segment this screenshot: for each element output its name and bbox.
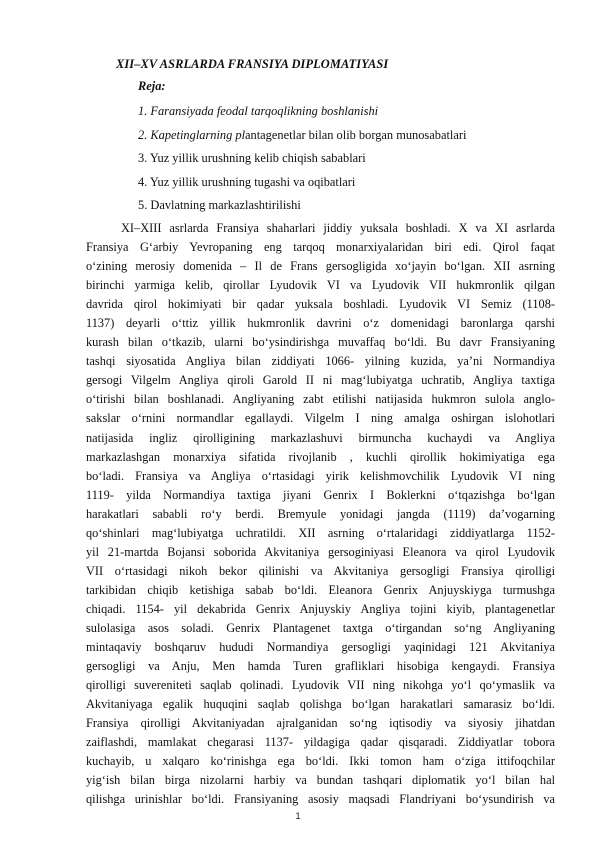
paragraph-line: sulolasiga asos soladi. Genrix Plantagenet taxtga o‘tirgandan so‘ng Angliyaning bbox=[86, 620, 555, 635]
page-number: 1 bbox=[295, 811, 301, 822]
plan-item bbox=[138, 124, 466, 148]
document-title: XII–XV ASRLARDA FRANSIYA DIPLOMATIYASI bbox=[116, 57, 389, 71]
paragraph-line: o‘tirishi bilan boshlanadi. Angliyaning zabt etilishi natijasida hukmron sulola anglo- bbox=[86, 392, 555, 407]
body-paragraph bbox=[86, 219, 555, 809]
paragraph-line: qirolligi suvereniteti saqlab qolinadi. Lyudovik VII ning nikohga yo‘l qo‘ymaslik va bbox=[86, 678, 555, 693]
paragraph-line: 1119- yilda Normandiya taxtiga jiyani Genrix I Boklerkni o‘tqazishga bo‘lgan bbox=[86, 487, 555, 502]
paragraph-line: zaiflashdi, mamlakat chegarasi 1137- yildagiga qadar qisqaradi. Ziddiyatlar tobora bbox=[86, 735, 555, 750]
paragraph-line: bo‘ladi. Fransiya va Angliya o‘rtasidagi yirik kelishmovchilik Lyudovik VI ning bbox=[86, 468, 555, 483]
paragraph-line: gersogi Vilgelm Angliya qiroli Garold II ni mag‘lubiyatga uchratib, Angliya taxtiga bbox=[86, 373, 555, 388]
paragraph-line: sakslar o‘rnini normandlar egallaydi. Vilgelm I ning amalga oshirgan islohotlari bbox=[86, 411, 555, 426]
plan-item-text: 4. Yuz yillik urushning tugashi va oqibatlari bbox=[138, 174, 356, 189]
plan-item-text: antagenetlar bilan olib borgan munosabatlari bbox=[245, 127, 467, 142]
paragraph-line: kurash bilan o‘tkazib, ularni bo‘ysindirishga muvaffaq bo‘ldi. Bu davr Fransiyaning bbox=[86, 335, 555, 350]
paragraph-line: kuchayib, u xalqaro ko‘rinishga ega bo‘ldi. Ikki tomon ham o‘ziga ittifoqchilar bbox=[86, 754, 555, 769]
plan-item-text: 5. Davlatning markazlashtirilishi bbox=[138, 198, 301, 213]
paragraph-line: chiqadi. 1154- yil dekabrida Genrix Anjuyskiy Angliya tojini kiyib, plantagenetlar bbox=[86, 601, 555, 616]
plan-item bbox=[138, 171, 466, 195]
paragraph-line: Fransiya qirolligi Akvitaniyadan ajralganidan so‘ng iqtisodiy va siyosiy jihatdan bbox=[86, 716, 555, 731]
paragraph-line: qilishga urinishlar bo‘ldi. Fransiyaning asosiy maqsadi Flandriyani bo‘ysundirish va bbox=[86, 792, 555, 807]
plan-item bbox=[138, 147, 466, 171]
plan-item-italic: 2. Kapetinglarning pl bbox=[138, 127, 246, 142]
paragraph-line: mintaqaviy boshqaruv hududi Normandiya gersogligi yaqinidagi 121 Akvitaniya bbox=[86, 640, 555, 655]
paragraph-line: davrida qirol hokimiyati bir qadar yuksala boshladi. Lyudovik VI Semiz (1108- bbox=[86, 297, 555, 312]
paragraph-line: o‘zining merosiy domenida – Il de Frans gersogligida xo‘jayin bo‘lgan. XII asrning bbox=[86, 259, 555, 274]
paragraph-line: qo‘shinlari mag‘lubiyatga uchratildi. XII asrning o‘rtalaridagi ziddiyatlarga 1152- bbox=[86, 525, 555, 540]
paragraph-line: markazlashgan monarxiya sifatida rivojlanib , kuchli qirollik hokimiyatiga ega bbox=[86, 449, 555, 464]
plan-item bbox=[138, 100, 466, 124]
paragraph-line: gersogligi va Anju, Men hamda Turen grafliklari hisobiga kengaydi. Fransiya bbox=[86, 659, 555, 674]
paragraph-line: natijasida ingliz qirolligining markazlashuvi birmuncha kuchaydi va Angliya bbox=[86, 430, 555, 445]
paragraph-line: 1137) deyarli o‘ttiz yillik hukmronlik davrini o‘z domenidagi baronlarga qarshi bbox=[86, 316, 555, 331]
paragraph-line: yig‘ish bilan birga nizolarni harbiy va bundan tashqari diplomatik yo‘l bilan hal bbox=[86, 773, 555, 788]
paragraph-line: birinchi yarmiga kelib, qirollar Lyudovik VI va Lyudovik VII hukmronlik qilgan bbox=[86, 278, 555, 293]
paragraph-line: tarkibidan chiqib ketishiga sabab bo‘ldi. Eleanora Genrix Anjuyskiyga turmushga bbox=[86, 582, 555, 597]
paragraph-line: XI–XIII asrlarda Fransiya shaharlari jiddiy yuksala boshladi. X va XI asrlarda bbox=[121, 221, 555, 235]
plan-item bbox=[138, 194, 466, 218]
plan-list bbox=[138, 100, 466, 218]
paragraph-line: Akvitaniyaga egalik huquqini saqlab qolishga bo‘lgan harakatlari samarasiz bo‘ldi. bbox=[86, 697, 555, 712]
paragraph-line: VII o‘rtasidagi nikoh bekor qilinishi va Akvitaniya gersogligi Fransiya qirolligi bbox=[86, 563, 555, 578]
paragraph-line: Fransiya G‘arbiy Yevropaning eng tarqoq monarxiyalaridan biri edi. Qirol faqat bbox=[86, 240, 555, 255]
paragraph-line: harakatlari sababli ro‘y berdi. Bremyule yonidagi jangda (1119) da’vogarning bbox=[86, 506, 555, 521]
plan-item-italic: 1. Faransiyada feodal tarqoqlikning boshlanishi bbox=[138, 104, 379, 118]
paragraph-line: tashqi siyosatida Angliya bilan ziddiyati 1066- yilning kuzida, ya’ni Normandiya bbox=[86, 354, 555, 369]
paragraph-line: yil 21-martda Bojansi soborida Akvitaniya gersoginiyasi Eleanora va qirol Lyudovik bbox=[86, 544, 555, 559]
plan-label: Reja: bbox=[138, 79, 166, 93]
plan-item-text: 3. Yuz yillik urushning kelib chiqish sabablari bbox=[138, 151, 366, 166]
